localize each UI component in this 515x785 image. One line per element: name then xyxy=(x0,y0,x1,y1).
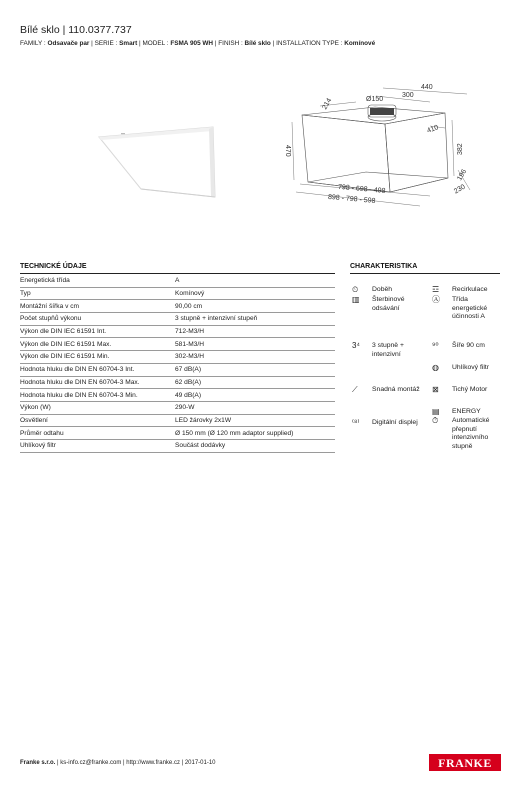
features-divider xyxy=(350,273,500,274)
spec-label: Výkon (W) xyxy=(20,401,175,414)
spec-value: 90,00 cm xyxy=(175,300,335,313)
family-value: Odsavače par xyxy=(47,40,90,47)
spec-row xyxy=(20,414,335,427)
installation-label: INSTALLATION TYPE : xyxy=(276,40,343,47)
dim-diameter-150: Ø150 xyxy=(366,96,384,103)
spec-row xyxy=(20,275,335,287)
product-meta: FAMILY : Odsavače par | SERIE : Smart | MODEL : FSMA 905 WH | FINISH : Bílé sklo | INSTALLATION TYPE : Komínové xyxy=(20,40,376,47)
spec-label: Počet stupňů výkonu xyxy=(20,313,175,326)
dim-width-long: 898 - 798 - 598 xyxy=(327,193,376,205)
spec-row xyxy=(20,376,335,389)
dim-470: 470 xyxy=(284,145,291,157)
spec-label: Výkon dle DIN IEC 61591 Int. xyxy=(20,325,175,338)
spec-value: A xyxy=(175,275,335,287)
spec-label: Výkon dle DIN IEC 61591 Max. xyxy=(20,338,175,351)
dim-410: 410 xyxy=(426,124,440,135)
timer-icon: ⏲ xyxy=(352,285,359,294)
spec-label: Uhlíkový filtr xyxy=(20,439,175,452)
spec-value: 581-M3/H xyxy=(175,338,335,351)
spec-label: Hodnota hluku dle DIN EN 60704-3 Int. xyxy=(20,363,175,376)
feature-display: ⁽⁸⁾ Digitální displej xyxy=(352,418,418,427)
spec-row xyxy=(20,427,335,440)
feature-recirculation: ☲ Recirkulace xyxy=(432,285,488,294)
digital-display-icon: ⁽⁸⁾ xyxy=(352,418,360,427)
feature-baffle: ▥ Šterbinové odsávání xyxy=(352,295,405,312)
model-value: FSMA 905 WH xyxy=(170,40,214,47)
svg-text:FRANKE: FRANKE xyxy=(438,756,492,770)
specs-divider xyxy=(20,273,335,274)
feature-speeds: 3⁴ 3 stupně + intenzivní xyxy=(352,341,404,358)
spec-row xyxy=(20,401,335,414)
auto-switch-icon: ⏱ xyxy=(432,416,439,425)
dim-214: 214 xyxy=(321,97,334,111)
feature-energy-class: Ⓐ Třída energetické účinnosti A xyxy=(432,295,488,321)
recirculation-icon: ☲ xyxy=(432,285,440,294)
spec-row xyxy=(20,389,335,402)
franke-logo xyxy=(429,754,501,771)
spec-row xyxy=(20,313,335,326)
dim-300: 300 xyxy=(402,92,414,99)
spec-value: 3 stupně + intenzivní stupeň xyxy=(175,313,335,326)
spec-value: LED žárovky 2x1W xyxy=(175,414,335,427)
energy-class-icon: Ⓐ xyxy=(432,295,440,304)
spec-value: Komínový xyxy=(175,287,335,300)
spec-label: Hodnota hluku dle DIN EN 60704-3 Max. xyxy=(20,376,175,389)
footer-company: Franke s.r.o. xyxy=(20,760,56,766)
spec-row xyxy=(20,287,335,300)
finish-value: Bílé sklo xyxy=(244,40,271,47)
feature-quiet-motor: ⊠ Tichý Motor xyxy=(432,385,488,394)
spec-row xyxy=(20,351,335,364)
spec-value: Ø 150 mm (Ø 120 mm adaptor supplied) xyxy=(175,427,335,440)
feature-width: ⁹⁰ Šíře 90 cm xyxy=(432,341,485,350)
spec-row xyxy=(20,338,335,351)
footer xyxy=(20,760,216,766)
spec-row xyxy=(20,363,335,376)
spec-value: 49 dB(A) xyxy=(175,389,335,402)
dim-196: 196 xyxy=(456,168,469,182)
finish-label: FINISH : xyxy=(218,40,243,47)
dim-440: 440 xyxy=(421,84,433,91)
specs-title: TECHNICKÉ ÚDAJE xyxy=(20,263,87,270)
spec-value: 302-M3/H xyxy=(175,351,335,364)
dim-382: 382 xyxy=(457,143,464,155)
spec-value: 290-W xyxy=(175,401,335,414)
spec-value: 62 dB(A) xyxy=(175,376,335,389)
carbon-filter-icon: ◍ xyxy=(432,363,439,372)
family-label: FAMILY : xyxy=(20,40,46,47)
spec-label: Typ xyxy=(20,287,175,300)
feature-installation: ⟋ Snadná montáž xyxy=(352,385,420,394)
features-title: CHARAKTERISTIKA xyxy=(350,263,418,270)
specs-table xyxy=(20,275,335,453)
feature-energy: ▤ ENERGY xyxy=(432,407,481,416)
width-icon: ⁹⁰ xyxy=(432,341,439,350)
installation-icon: ⟋ xyxy=(352,385,358,394)
feature-auto-switch: ⏱ Automatické přepnutí intenzivního stupně xyxy=(432,416,490,450)
quiet-motor-icon: ⊠ xyxy=(432,385,439,394)
product-image xyxy=(95,123,220,203)
spec-label: Výkon dle DIN IEC 61591 Min. xyxy=(20,351,175,364)
dim-230: 230 xyxy=(453,183,467,196)
installation-value: Komínové xyxy=(344,40,376,47)
spec-label: Osvětlení xyxy=(20,414,175,427)
footer-contact: | ks-info.cz@franke.com | http://www.franke.cz | 2017-01-10 xyxy=(55,760,216,766)
spec-label: Energetická třída xyxy=(20,275,175,287)
dim-width-short: 798 - 698 - 498 xyxy=(337,183,386,195)
spec-value: 67 dB(A) xyxy=(175,363,335,376)
technical-drawing xyxy=(280,80,505,215)
spec-row xyxy=(20,439,335,452)
page-title: Bílé sklo | 110.0377.737 xyxy=(20,24,132,36)
baffle-filter-icon: ▥ xyxy=(352,295,360,304)
spec-label: Montážní šířka v cm xyxy=(20,300,175,313)
series-label: SERIE : xyxy=(94,40,118,47)
energy-icon: ▤ xyxy=(432,407,440,416)
series-value: Smart xyxy=(119,40,138,47)
feature-carbon-filter: ◍ Uhlíkový filtr xyxy=(432,363,490,372)
spec-value: Součást dodávky xyxy=(175,439,335,452)
spec-label: Hodnota hluku dle DIN EN 60704-3 Min. xyxy=(20,389,175,402)
spec-label: Průměr odtahu xyxy=(20,427,175,440)
spec-value: 712-M3/H xyxy=(175,325,335,338)
spec-row xyxy=(20,325,335,338)
speed-levels-icon: 3⁴ xyxy=(352,341,360,350)
feature-timer: ⏲ Doběh xyxy=(352,285,393,294)
spec-row xyxy=(20,300,335,313)
model-label: MODEL : xyxy=(142,40,169,47)
